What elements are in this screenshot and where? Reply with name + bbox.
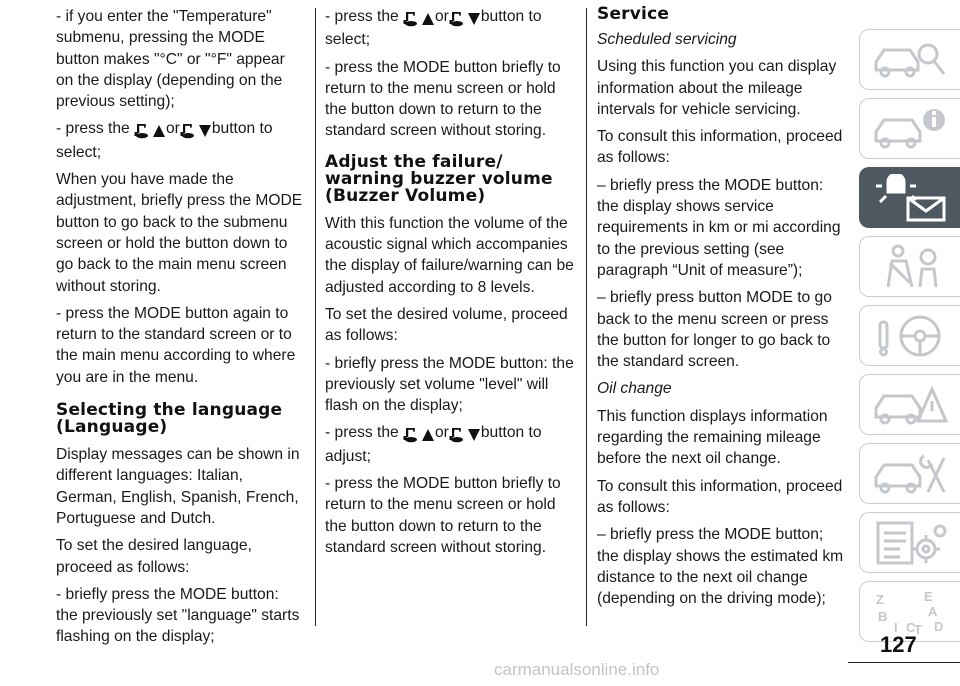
column-1 bbox=[56, 6, 304, 654]
chapter-tabs bbox=[859, 29, 960, 650]
car-wrench-icon bbox=[870, 450, 950, 498]
tab-safety[interactable] bbox=[859, 236, 960, 297]
column-divider bbox=[315, 8, 316, 626]
index-letter: C bbox=[906, 619, 916, 635]
paragraph: When you have made the adjustment, briefly press the MODE button to go back to the submenu screen or hold the button down to go back to the main menu screen without storing. bbox=[56, 171, 303, 295]
page-number-rule bbox=[848, 662, 960, 663]
paragraph-press-buttons: - press the or button to select; bbox=[325, 8, 542, 49]
index-letter: E bbox=[924, 588, 933, 604]
car-info-icon bbox=[870, 105, 950, 153]
specifications-gear-icon bbox=[870, 519, 950, 567]
index-letter: Z bbox=[876, 591, 884, 607]
paragraph: - press the MODE button briefly to return to the menu screen or hold the button down to return to the standard screen without storing. bbox=[325, 475, 561, 556]
paragraph: With this function the volume of the acoustic signal which accompanies the display of failure/warning can be adjusted according to 8 levels. bbox=[325, 214, 574, 296]
paragraph: - briefly press the MODE button: the previously set "language" starts flashing on the display; bbox=[56, 585, 300, 646]
subheading-scheduled-servicing: Scheduled servicing bbox=[597, 31, 737, 48]
car-warning-triangle-icon bbox=[870, 381, 950, 429]
tab-warning-lights-messages[interactable] bbox=[859, 167, 960, 228]
watermark: carmanualsonline.info bbox=[494, 660, 660, 679]
paragraph-press-buttons: - press the or button to select; bbox=[56, 120, 273, 161]
paragraph: To consult this information, proceed as follows: bbox=[597, 128, 843, 167]
up-button-icon bbox=[134, 120, 166, 141]
tab-emergency[interactable] bbox=[859, 374, 960, 435]
paragraph: This function displays information regarding the remaining mileage before the next oil change. bbox=[597, 407, 828, 468]
column-2 bbox=[325, 6, 575, 564]
index-letter: A bbox=[928, 603, 938, 619]
alphabet-index-icon bbox=[870, 588, 950, 636]
index-letter: D bbox=[934, 618, 944, 634]
heading-service: Service bbox=[597, 4, 670, 24]
page-number: 127 bbox=[880, 632, 917, 657]
heading-buzzer-volume: Adjust the failure/ warning buzzer volume (Buzzer Volume) bbox=[325, 151, 553, 206]
paragraph: - press the MODE button again to return to the standard screen or to the main menu according to where you are in the menu. bbox=[56, 304, 296, 386]
paragraph: To consult this information, proceed as follows: bbox=[597, 477, 843, 516]
paragraph: – briefly press button MODE to go back to the menu screen or press the button for longer to go back to the standard screen. bbox=[597, 289, 832, 371]
tab-car-info[interactable] bbox=[859, 98, 960, 159]
paragraph: Display messages can be shown in different languages: Italian, German, English, Spanish, French, Portuguese and Dutch. bbox=[56, 446, 300, 527]
column-3 bbox=[597, 6, 849, 615]
paragraph: – briefly press the MODE button: the display shows service requirements in km or mi according to the previous setting (see paragraph “Unit of measure”); bbox=[597, 176, 841, 279]
index-letter: T bbox=[914, 621, 922, 636]
tab-servicing-care[interactable] bbox=[859, 443, 960, 504]
up-button-icon bbox=[403, 8, 435, 29]
steering-wheel-key-icon bbox=[870, 312, 950, 360]
tab-car-search[interactable] bbox=[859, 29, 960, 90]
seatbelt-airbag-icon bbox=[870, 243, 950, 291]
tab-starting-driving[interactable] bbox=[859, 305, 960, 366]
tab-technical-specifications[interactable] bbox=[859, 512, 960, 573]
paragraph: - if you enter the "Temperature" submenu, pressing the MODE button makes "°C" or "°F" appear on the display (depending on the previous setting); bbox=[56, 8, 285, 111]
paragraph: - press the MODE button briefly to return to the menu screen or hold the button down to return to the standard screen without storing. bbox=[325, 58, 561, 140]
down-button-icon bbox=[180, 120, 212, 141]
subheading-oil-change: Oil change bbox=[597, 380, 672, 398]
column-divider bbox=[586, 8, 587, 626]
down-button-icon bbox=[449, 424, 481, 445]
down-button-icon bbox=[449, 8, 481, 29]
up-button-icon bbox=[403, 424, 435, 445]
paragraph: To set the desired language, proceed as follows: bbox=[56, 537, 252, 576]
paragraph: – briefly press the MODE button; the display shows the estimated km distance to the next oil change (depending on the driving mode); bbox=[597, 526, 844, 608]
paragraph-press-buttons: - press the or button to adjust; bbox=[325, 424, 542, 465]
warning-light-message-icon bbox=[870, 174, 950, 222]
index-letter: I bbox=[894, 619, 898, 635]
paragraph: Using this function you can display information about the mileage intervals for vehicle servicing. bbox=[597, 58, 837, 118]
car-search-icon bbox=[870, 36, 950, 84]
paragraph: To set the desired volume, proceed as follows: bbox=[325, 305, 568, 345]
paragraph: - briefly press the MODE button: the previously set volume "level" will flash on the display; bbox=[325, 354, 574, 415]
index-letter: B bbox=[878, 608, 888, 624]
heading-language: Selecting the language (Language) bbox=[56, 400, 283, 438]
